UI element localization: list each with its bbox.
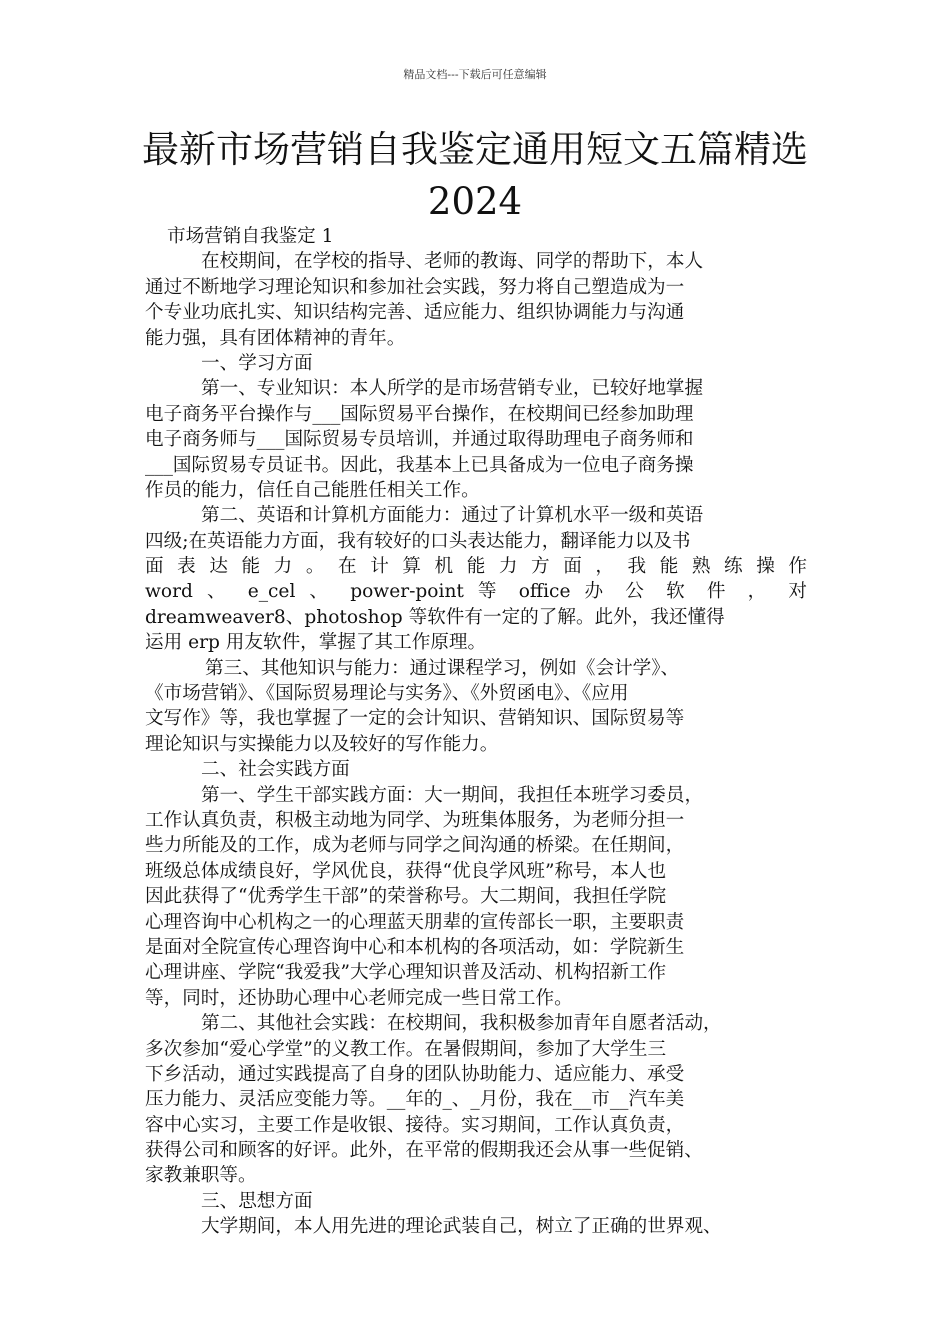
text-line: 容中心实习，主要工作是收银、接待。实习期间，工作认真负责， (145, 1114, 685, 1136)
text-line: 在校期间，在学校的指导、老师的教诲、同学的帮助下，本人 (201, 251, 704, 273)
text-line: 第二、英语和计算机方面能力：通过了计算机水平一级和英语 (201, 505, 704, 527)
text-line: dreamweaver8、photoshop 等软件有一定的了解。此外，我还懂得 (145, 606, 725, 628)
text-line: 些力所能及的工作，成为老师与同学之间沟通的桥梁。在任期间， (145, 835, 685, 857)
text-line: 一、学习方面 (201, 352, 313, 374)
text-line: 作员的能力，信任自己能胜任相关工作。 (145, 479, 480, 501)
text-line: 电子商务平台操作与___国际贸易平台操作，在校期间已经参加助理 (145, 403, 694, 425)
text-line: 心理咨询中心机构之一的心理蓝天朋辈的宣传部长一职，主要职责 (145, 911, 685, 933)
text-line: 工作认真负责，积极主动地为同学、为班集体服务，为老师分担一 (145, 809, 685, 831)
title-line-1: 最新市场营销自我鉴定通用短文五篇精选 (142, 128, 808, 171)
text-line: 运用 erp 用友软件，掌握了其工作原理。 (145, 632, 487, 654)
text-line: 获得公司和顾客的好评。此外，在平常的假期我还会从事一些促销、 (145, 1140, 703, 1162)
text-line: 面 表 达 能 力 。 在 计 算 机 能 力 方 面 ， 我 能 熟 练 操 作 (145, 556, 807, 578)
text-line: 三、思想方面 (201, 1190, 313, 1212)
document-body (145, 224, 807, 1240)
text-line: 第一、专业知识：本人所学的是市场营销专业，已较好地掌握 (201, 378, 704, 400)
title-line-2: 2024 (427, 180, 523, 223)
text-line: 是面对全院宣传心理咨询中心和本机构的各项活动，如：学院新生 (145, 936, 685, 958)
text-line: 因此获得了“优秀学生干部”的荣誉称号。大二期间，我担任学院 (145, 886, 667, 908)
text-line: 心理讲座、学院“我爱我”大学心理知识普及活动、机构招新工作 (145, 962, 667, 984)
text-line: 压力能力、灵活应变能力等。__年的_、_月份，我在__市__汽车美 (145, 1089, 685, 1111)
text-line: 个专业功底扎实、知识结构完善、适应能力、组织协调能力与沟通 (145, 302, 685, 324)
text-line: 大学期间，本人用先进的理论武装自己，树立了正确的世界观、 (201, 1216, 722, 1238)
text-line: word 、 e_cel 、 power-point 等 office 办 公 软 件 ， 对 (145, 581, 807, 603)
text-line: 文写作》等，我也掌握了一定的会计知识、营销知识、国际贸易等 (145, 708, 685, 730)
text-line: 下乡活动，通过实践提高了自身的团队协助能力、适应能力、承受 (145, 1063, 685, 1085)
text-line: 理论知识与实操能力以及较好的写作能力。 (145, 733, 499, 755)
page-header: 精品文档---下载后可任意编辑 (403, 68, 547, 81)
text-line: 第三、其他知识与能力：通过课程学习，例如《会计学》、 (205, 657, 680, 679)
text-line: 第一、学生干部实践方面：大一期间，我担任本班学习委员， (201, 784, 704, 806)
text-line: 通过不断地学习理论知识和参加社会实践，努力将自己塑造成为一 (145, 276, 685, 298)
text-line: 班级总体成绩良好，学风优良，获得“优良学风班”称号，本人也 (145, 860, 667, 882)
text-line: ___国际贸易专员证书。因此，我基本上已具备成为一位电子商务操 (145, 454, 694, 476)
text-line: 能力强，具有团体精神的青年。 (145, 327, 406, 349)
text-line: 四级;在英语能力方面，我有较好的口头表达能力，翻译能力以及书 (145, 530, 691, 552)
text-line: 家教兼职等。 (145, 1165, 257, 1187)
text-line: 市场营销自我鉴定 1 (167, 226, 334, 247)
text-line: 《市场营销》、《国际贸易理论与实务》、《外贸函电》、《应用 (145, 683, 629, 705)
text-line: 多次参加“爱心学堂”的义教工作。在暑假期间，参加了大学生三 (145, 1038, 667, 1060)
text-line: 等，同时，还协助心理中心老师完成一些日常工作。 (145, 987, 573, 1009)
document-title (110, 124, 840, 228)
text-line: 二、社会实践方面 (201, 759, 350, 781)
text-line: 第二、其他社会实践：在校期间，我积极参加青年自愿者活动， (201, 1013, 722, 1035)
text-line: 电子商务师与___国际贸易专员培训，并通过取得助理电子商务师和 (145, 429, 694, 451)
